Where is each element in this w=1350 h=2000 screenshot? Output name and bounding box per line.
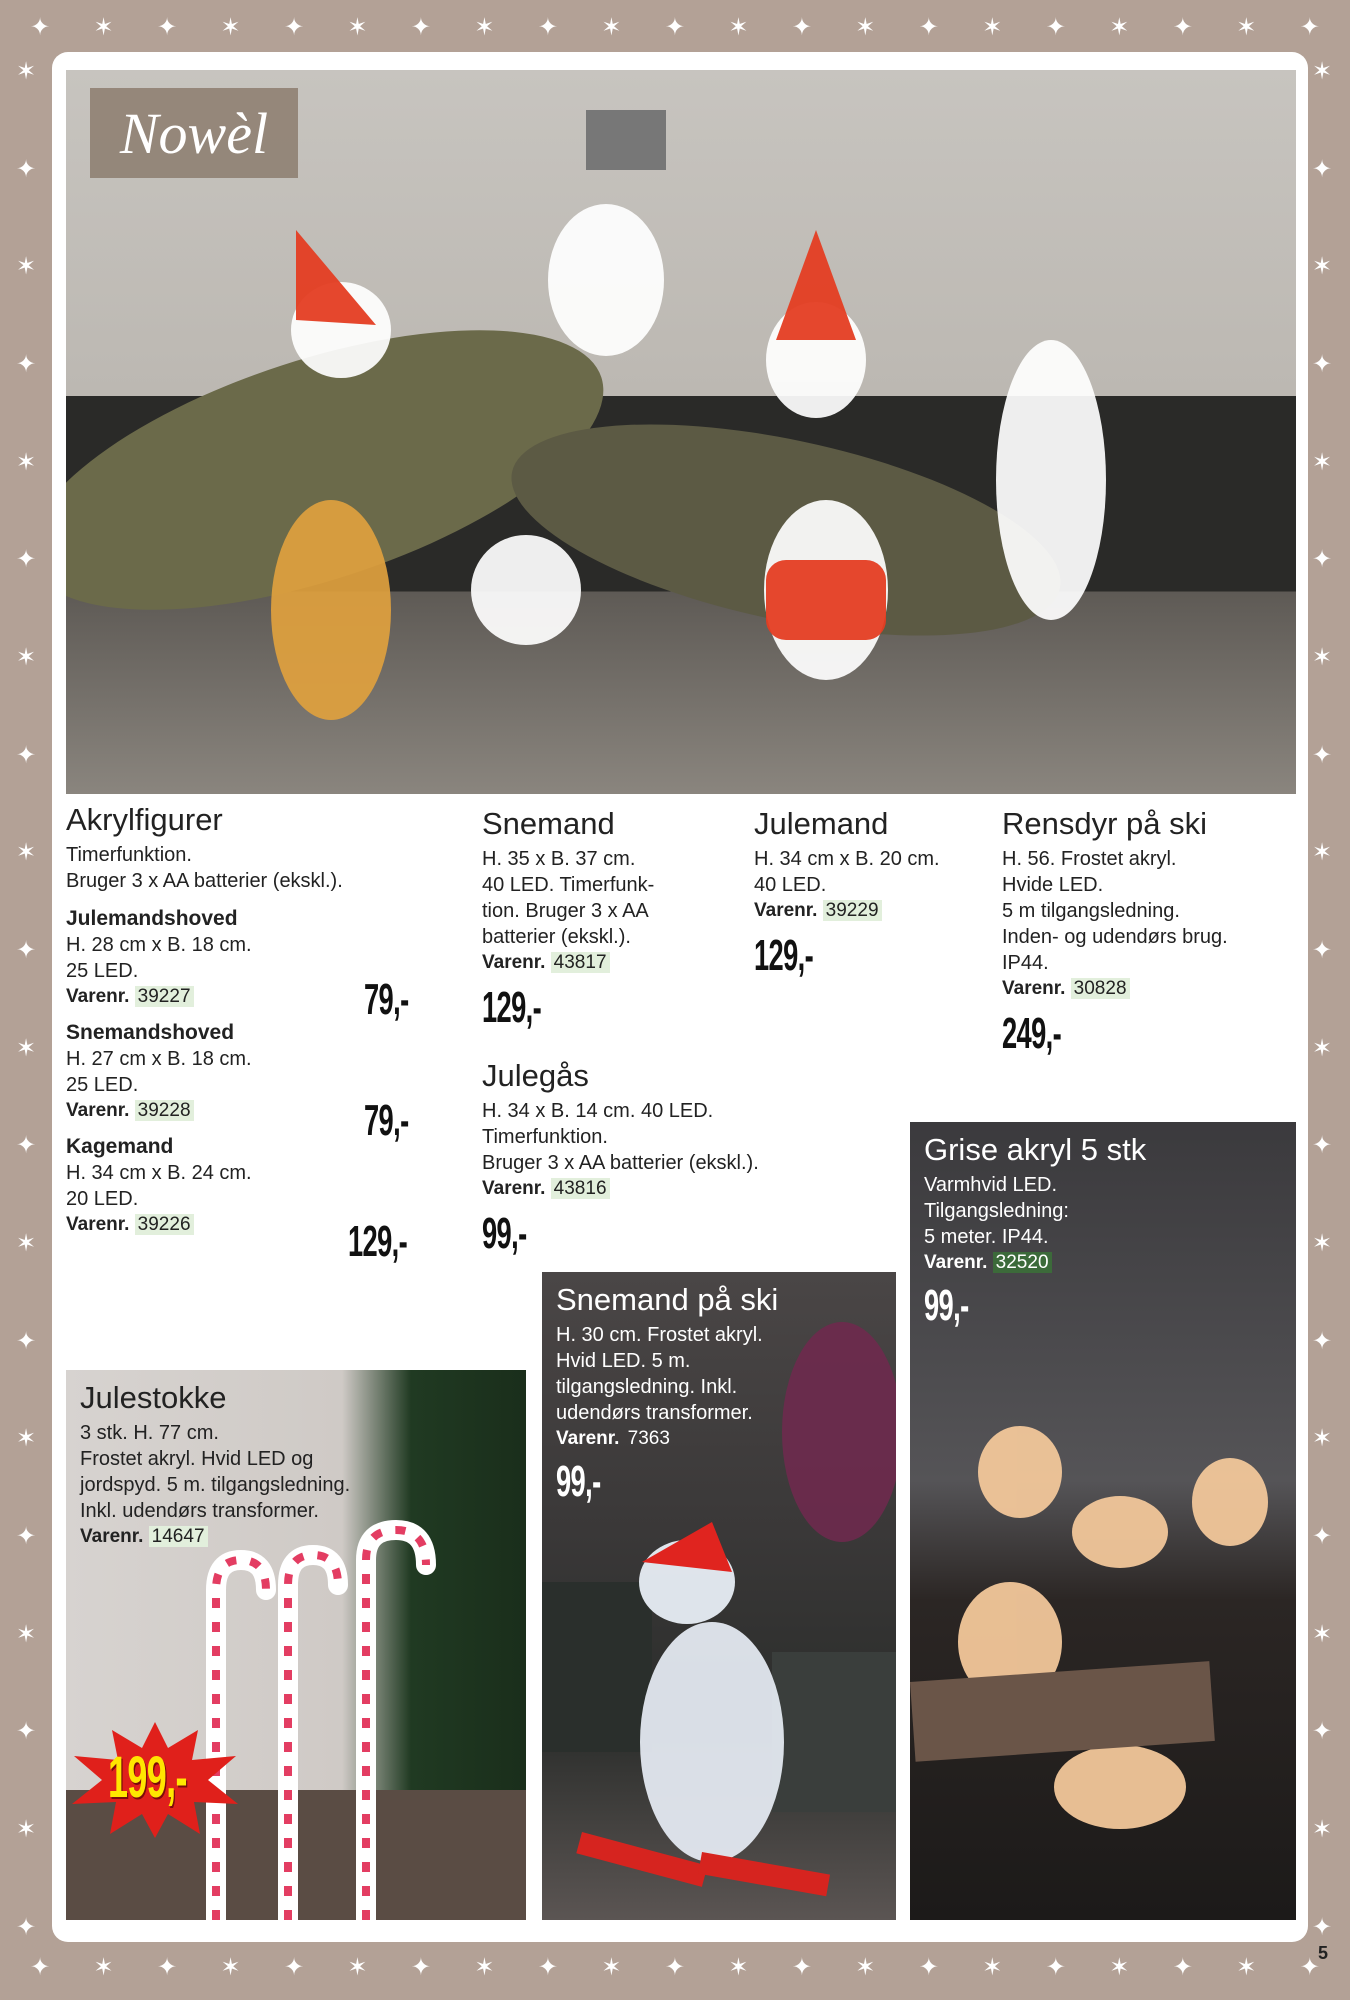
snemand-price: 129,-: [482, 983, 542, 1032]
varenr-number: 14647: [149, 1526, 208, 1547]
snemand-block: [482, 806, 742, 1032]
varenr-label: Varenr.: [66, 986, 130, 1007]
grise-l1: Varmhvid LED.: [924, 1174, 1058, 1196]
varenr-number: 39227: [135, 986, 194, 1007]
snemand-title: Snemand: [482, 806, 615, 841]
snemand-l1: H. 35 x B. 37 cm.: [482, 848, 636, 870]
sub-title-snemandshoved: Snemandshoved: [66, 1021, 235, 1044]
varenr-number: 7363: [627, 1428, 670, 1449]
varenr-number: 30828: [1071, 978, 1130, 999]
sub-led-julemandshoved: 25 LED.: [66, 960, 139, 982]
varenr-label: Varenr.: [754, 900, 818, 921]
julemand-l2: 40 LED.: [754, 874, 827, 896]
julegaas-block: [482, 1058, 842, 1258]
page-number: 5: [1317, 1943, 1328, 1963]
varenr-number: 43816: [551, 1178, 610, 1199]
grise-price: 99,-: [924, 1281, 969, 1330]
snemand-ski-l2: Hvid LED. 5 m.: [556, 1350, 691, 1372]
grise-varenr: [924, 1250, 1284, 1276]
snemand-ski-l3: tilgangsledning. Inkl.: [556, 1376, 738, 1398]
julegaas-varenr: [482, 1176, 842, 1202]
price-snemandshoved: 79,-: [364, 1096, 409, 1145]
snemand-ski-l1: H. 30 cm. Frostet akryl.: [556, 1324, 763, 1346]
hero-photo: [66, 70, 1296, 794]
snemand-ski-price: 99,-: [556, 1457, 601, 1506]
sub-title-kagemand: Kagemand: [66, 1135, 174, 1158]
rensdyr-varenr: [1002, 976, 1292, 1002]
snemand-varenr: [482, 950, 742, 976]
sub-led-snemandshoved: 25 LED.: [66, 1074, 139, 1096]
grise-block: [924, 1132, 1284, 1330]
price-starburst: [70, 1720, 240, 1840]
price-kagemand: 129,-: [348, 1217, 408, 1266]
brand-logo-text: Nowèl: [119, 100, 269, 166]
star-border-bottom: ✦ ✶ ✦ ✶ ✦ ✶ ✦ ✶ ✦ ✶ ✦ ✶ ✦ ✶ ✦ ✶ ✦ ✶ ✦ ✶ ✦: [30, 1954, 1320, 1981]
varenr-number: 32520: [993, 1252, 1052, 1273]
rensdyr-title: Rensdyr på ski: [1002, 806, 1208, 841]
julegaas-price: 99,-: [482, 1209, 527, 1258]
rensdyr-l1: H. 56. Frostet akryl.: [1002, 848, 1177, 870]
julegaas-l2: Timerfunktion.: [482, 1126, 608, 1148]
varenr-label: Varenr.: [80, 1526, 144, 1547]
julestokke-price: 199,-: [108, 1745, 187, 1810]
sub-led-kagemand: 20 LED.: [66, 1188, 139, 1210]
sub-dim-snemandshoved: H. 27 cm x B. 18 cm.: [66, 1048, 252, 1070]
price-julemandshoved: 79,-: [364, 975, 409, 1024]
varenr-label: Varenr.: [1002, 978, 1066, 999]
varenr-number: 39229: [823, 900, 882, 921]
julestokke-block: [80, 1380, 460, 1550]
varenr-label: Varenr.: [556, 1428, 620, 1449]
snemand-l3: tion. Bruger 3 x AA: [482, 900, 649, 922]
akrylfigurer-desc1: Timerfunktion.: [66, 844, 192, 866]
varenr-label: Varenr.: [66, 1100, 130, 1121]
grise-l2: Tilgangsledning:: [924, 1200, 1069, 1222]
snemand-ski-block: [556, 1282, 886, 1506]
brand-logo: [90, 88, 298, 178]
snemand-ski-l4: udendørs transformer.: [556, 1402, 753, 1424]
varenr-label: Varenr.: [924, 1252, 988, 1273]
grise-title: Grise akryl 5 stk: [924, 1132, 1147, 1167]
julegaas-title: Julegås: [482, 1058, 589, 1093]
varenr-number: 43817: [551, 952, 610, 973]
julegaas-l3: Bruger 3 x AA batterier (ekskl.).: [482, 1152, 759, 1174]
julemand-l1: H. 34 cm x B. 20 cm.: [754, 848, 940, 870]
varenr-number: 39228: [135, 1100, 194, 1121]
rensdyr-l2: Hvide LED.: [1002, 874, 1104, 896]
julestokke-l1: 3 stk. H. 77 cm.: [80, 1422, 219, 1444]
varenr-number: 39226: [135, 1214, 194, 1235]
julemand-price: 129,-: [754, 931, 814, 980]
star-border-left: ✶ ✦ ✶ ✦ ✶ ✦ ✶ ✦ ✶ ✦ ✶ ✦ ✶ ✦ ✶ ✦ ✶ ✦ ✶ ✦: [16, 58, 37, 1941]
julemand-varenr: [754, 898, 994, 924]
varenr-label: Varenr.: [482, 1178, 546, 1199]
varenr-label: Varenr.: [482, 952, 546, 973]
julemand-title: Julemand: [754, 806, 889, 841]
rensdyr-l3: 5 m tilgangsledning.: [1002, 900, 1180, 922]
julegaas-l1: H. 34 x B. 14 cm. 40 LED.: [482, 1100, 714, 1122]
snemand-ski-title: Snemand på ski: [556, 1282, 779, 1317]
akrylfigurer-desc2: Bruger 3 x AA batterier (ekskl.).: [66, 870, 343, 892]
star-border-right: ✶ ✦ ✶ ✦ ✶ ✦ ✶ ✦ ✶ ✦ ✶ ✦ ✶ ✦ ✶ ✦ ✶ ✦ ✶ ✦: [1312, 58, 1333, 1941]
julestokke-l4: Inkl. udendørs transformer.: [80, 1500, 319, 1522]
snemand-ski-varenr: [556, 1426, 886, 1452]
julestokke-l2: Frostet akryl. Hvid LED og: [80, 1448, 314, 1470]
akrylfigurer-title: Akrylfigurer: [66, 802, 223, 837]
julestokke-varenr: [80, 1524, 460, 1550]
rensdyr-l5: IP44.: [1002, 952, 1049, 974]
julestokke-l3: jordspyd. 5 m. tilgangsledning.: [80, 1474, 351, 1496]
rensdyr-l4: Inden- og udendørs brug.: [1002, 926, 1228, 948]
snemand-l2: 40 LED. Timerfunk-: [482, 874, 655, 896]
rensdyr-price: 249,-: [1002, 1009, 1062, 1058]
varenr-label: Varenr.: [66, 1214, 130, 1235]
grise-l3: 5 meter. IP44.: [924, 1226, 1049, 1248]
julemand-block: [754, 806, 994, 980]
julestokke-title: Julestokke: [80, 1380, 227, 1415]
star-border-top: ✦ ✶ ✦ ✶ ✦ ✶ ✦ ✶ ✦ ✶ ✦ ✶ ✦ ✶ ✦ ✶ ✦ ✶ ✦ ✶ ✦: [30, 14, 1320, 41]
sub-dim-kagemand: H. 34 cm x B. 24 cm.: [66, 1162, 252, 1184]
rensdyr-block: [1002, 806, 1292, 1058]
sub-title-julemandshoved: Julemandshoved: [66, 907, 238, 930]
sub-dim-julemandshoved: H. 28 cm x B. 18 cm.: [66, 934, 252, 956]
snemand-l4: batterier (ekskl.).: [482, 926, 631, 948]
